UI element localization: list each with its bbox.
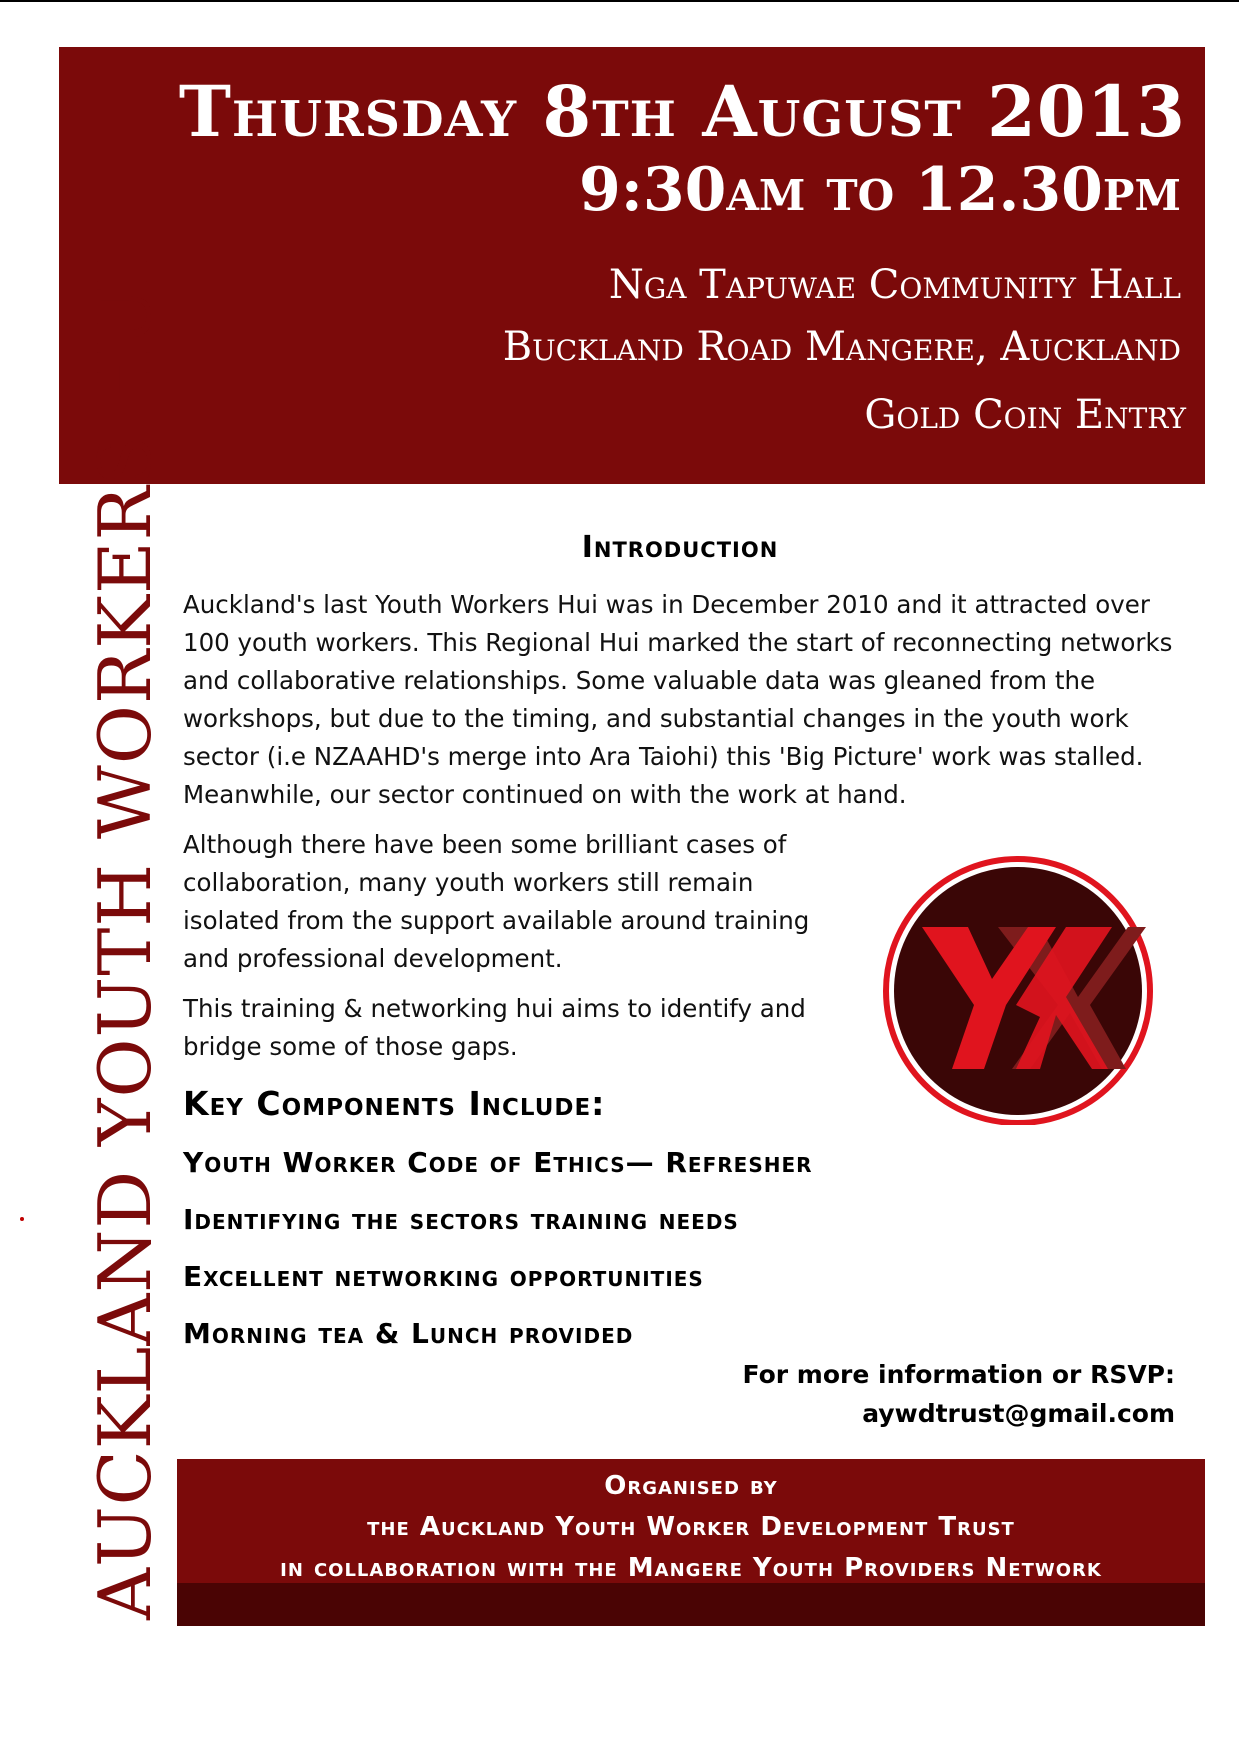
introduction-paragraph-1: Auckland's last Youth Workers Hui was in December 2010 and it attracted over 100 youth workers. This Regional Hui marked the start of reconnecting networks and collaborative relationships. Some valuable data was gleaned from the workshops, but due to the timing, and substantial changes in the youth work sector (i.e NZAAHD's merge into Ara Taiohi) this 'Big Picture' work was stalled. Meanwhile, our sector continued on with the work at hand. xyxy=(183,590,1173,809)
footer-organiser: the Auckland Youth Worker Development Trust xyxy=(367,1512,1015,1542)
rsvp-email-link[interactable]: aywdtrust@gmail.com xyxy=(862,1399,1175,1428)
key-component-item: Identifying the sectors training needs xyxy=(183,1203,739,1236)
event-address: Buckland Road Mangere, Auckland xyxy=(502,324,1181,370)
key-components-heading: Key Components Include: xyxy=(183,1084,606,1123)
key-component-item: Morning tea & Lunch provided xyxy=(183,1317,634,1350)
side-title: AUCKLAND YOUTH WORKERS HUI xyxy=(83,256,167,1620)
event-date: Thursday 8th August 2013 xyxy=(178,70,1186,153)
footer-organised-by: Organised by xyxy=(604,1471,778,1501)
key-component-item: Youth Worker Code of Ethics— Refresher xyxy=(183,1146,813,1179)
footer-collaborator: in collaboration with the Mangere Youth Providers Network xyxy=(280,1553,1102,1583)
event-entry: Gold Coin Entry xyxy=(864,392,1186,438)
footer-shadow xyxy=(177,1583,1205,1626)
rsvp-label: For more information or RSVP: xyxy=(742,1360,1175,1389)
event-time: 9:30am to 12.30pm xyxy=(578,155,1181,225)
event-venue: Nga Tapuwae Community Hall xyxy=(608,262,1181,308)
introduction-paragraph-3: This training & networking hui aims to identify and bridge some of those gaps. xyxy=(183,994,806,1061)
top-rule xyxy=(0,0,1239,2)
yx-logo-icon xyxy=(880,855,1160,1125)
key-component-item: Excellent networking opportunities xyxy=(183,1260,704,1293)
introduction-heading: Introduction xyxy=(581,530,779,565)
stray-dot xyxy=(20,1217,24,1221)
introduction-paragraph-2: Although there have been some brilliant cases of collaboration, many youth workers still remain isolated from the support available around training and professional development. xyxy=(183,830,810,973)
